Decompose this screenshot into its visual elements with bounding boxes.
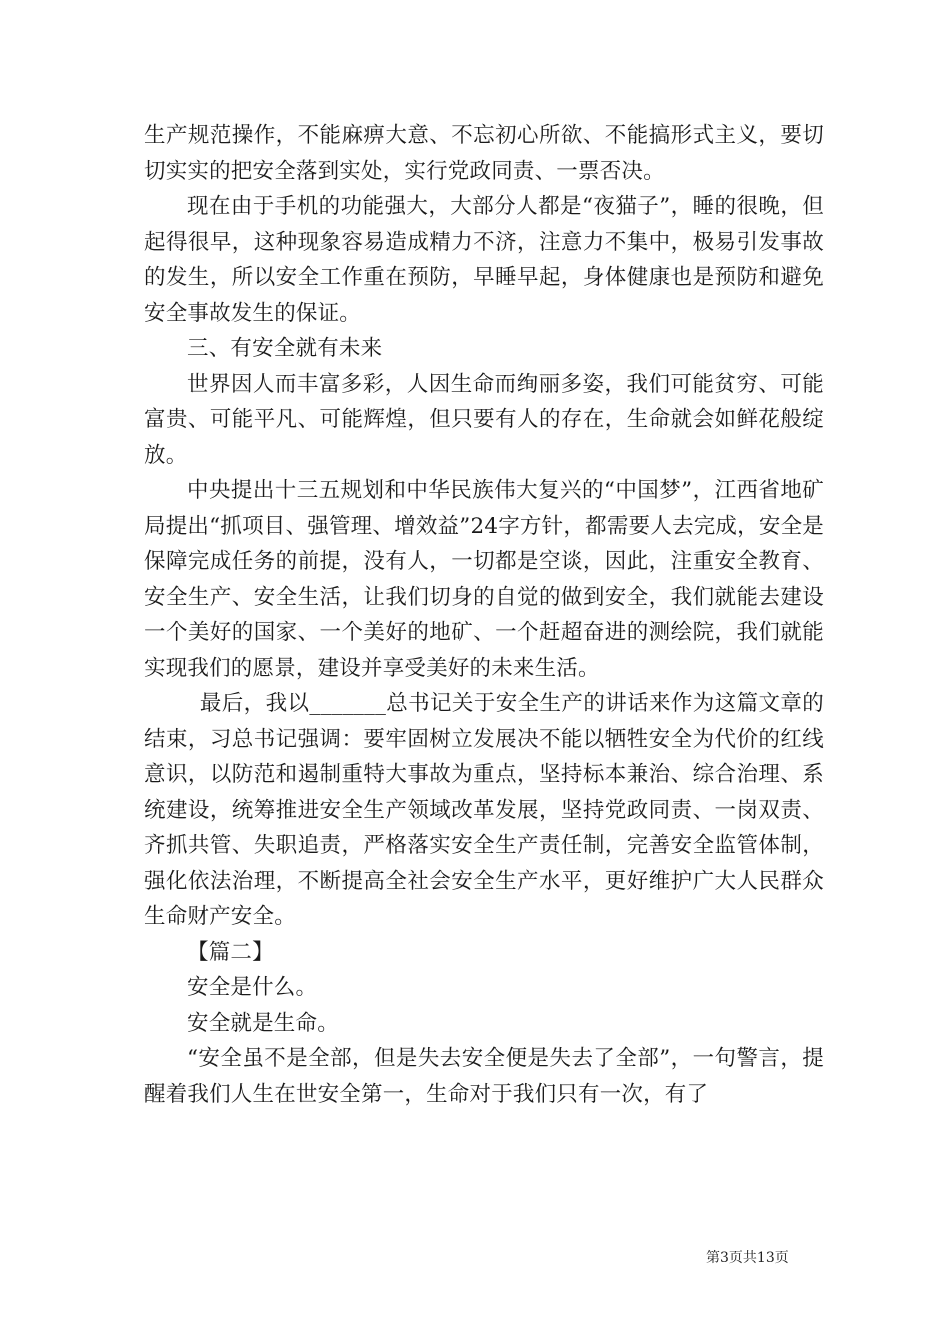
paragraph-life-colorful: 世界因人而丰富多彩，人因生命而绚丽多姿，我们可能贫穷、可能富贵、可能平凡、可能辉煌，但只要有人的存在，生命就会如鲜花般绽放。 (144, 371, 824, 468)
paragraph-conclusion: 最后，我以_______总书记关于安全生产的讲话来作为这篇文章的结束，习总书记强调：要牢固树立发展决不能以牺牲安全为代价的红线意识，以防范和遏制重特大事故为重点，坚持标本兼治、综合治理、系统建设，统筹推进安全生产领域改革发展，坚持党政同责、一岗双责、齐抓共管、失职追责，严格落实安全生产责任制，完善安全监管体制，强化依法治理，不断提高全社会安全生产水平，更好维护广大人民群众生命财产安全。 (144, 691, 824, 929)
paragraph-china-dream: 中央提出十三五规划和中华民族伟大复兴的“中国梦”，江西省地矿局提出“抓项目、强管理、增效益”24字方针，都需要人去完成，安全是保障完成任务的前提，没有人，一切都是空谈，因此，注重安全教育、安全生产、安全生活，让我们切身的自觉的做到安全，我们就能去建设一个美好的国家、一个美好的地矿、一个赶超奋进的测绘院，我们就能实现我们的愿景，建设并享受美好的未来生活。 (144, 478, 824, 681)
paragraph-what-is-safety: 安全是什么。 (187, 975, 318, 1000)
paragraph-safety-quote: “安全虽不是全部，但是失去安全便是失去了全部”，一句警言，提醒着我们人生在世安全第一，生命对于我们只有一次，有了 (144, 1046, 824, 1107)
page-number-footer: 第3页共13页 (706, 1250, 789, 1266)
paragraph-phone-habits: 现在由于手机的功能强大，大部分人都是“夜猫子”，睡的很晚，但起得很早，这种现象容易造成精力不济，注意力不集中，极易引发事故的发生，所以安全工作重在预防，早睡早起，身体健康也是预防和避免安全事故发生的保证。 (144, 194, 824, 326)
paragraph-continuation: 生产规范操作，不能麻痹大意、不忘初心所欲、不能搞形式主义，要切切实实的把安全落到实处，实行党政同责、一票否决。 (144, 123, 824, 184)
document-body (144, 118, 824, 1112)
section-heading-part-two: 【篇二】 (187, 939, 274, 965)
paragraph-safety-is-life: 安全就是生命。 (187, 1010, 339, 1036)
section-heading-three: 三、有安全就有未来 (187, 336, 383, 361)
